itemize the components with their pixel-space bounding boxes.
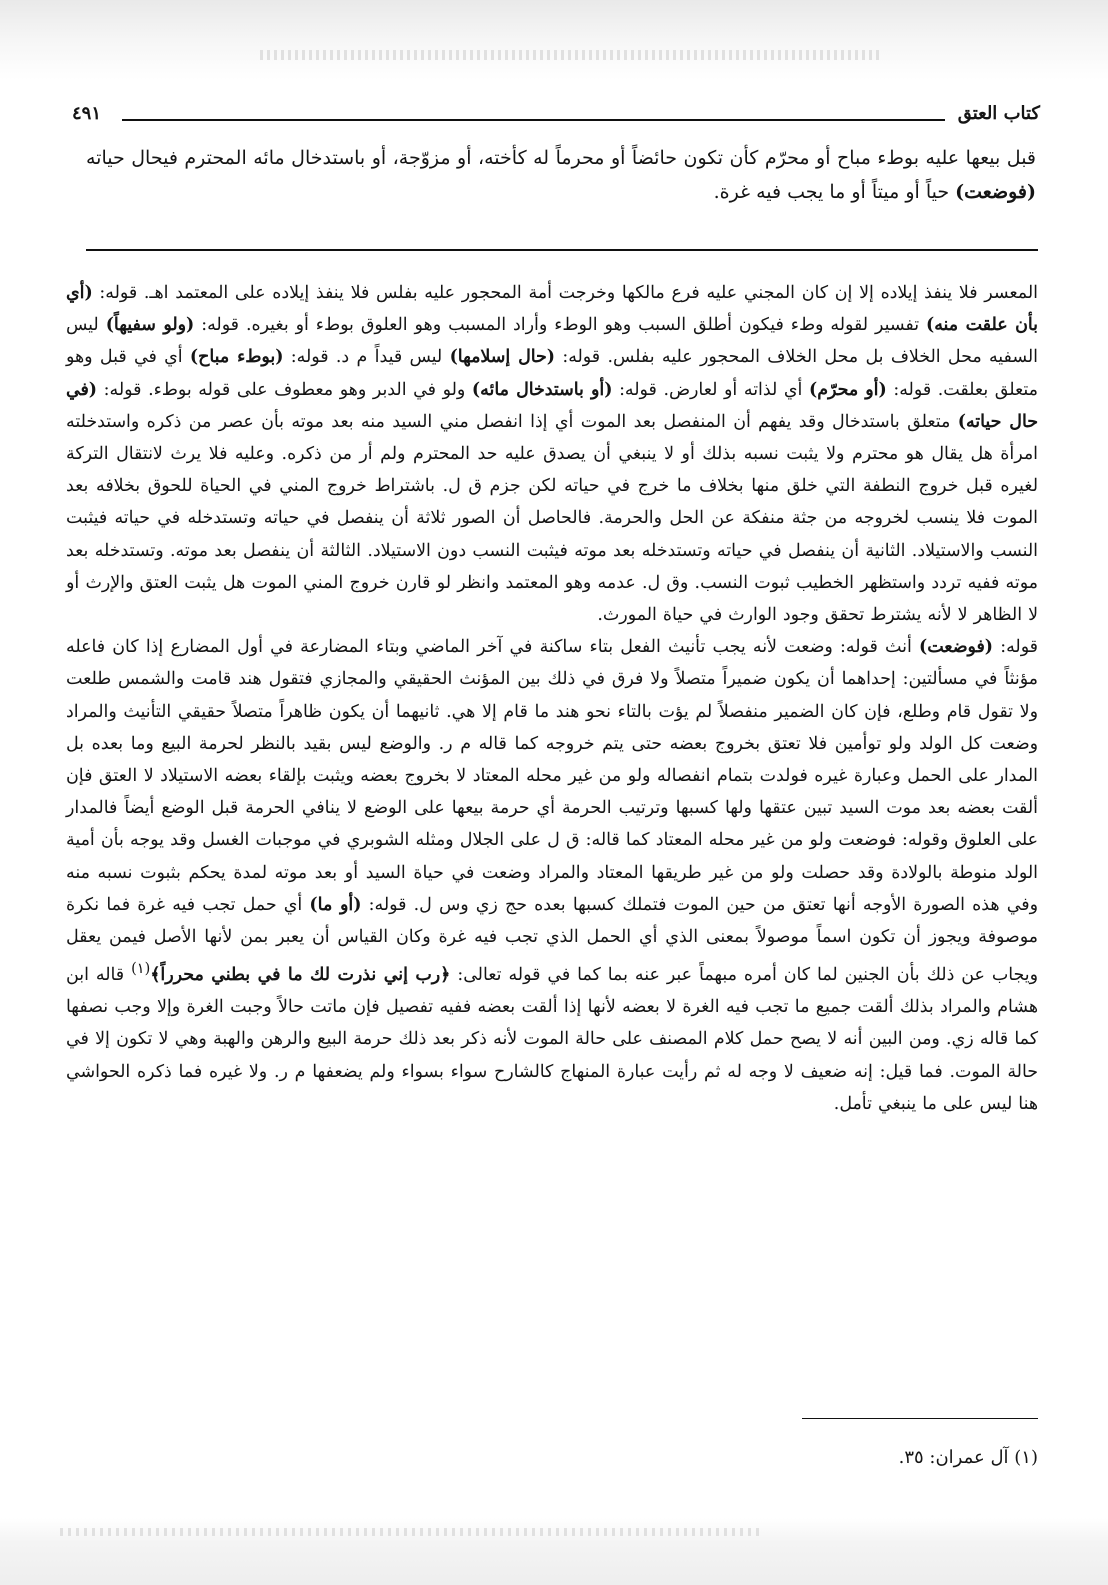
footnote: (١) آل عمران: ٣٥. — [898, 1447, 1038, 1468]
page-header — [72, 103, 1040, 131]
commentary-keyword: (ولو سفيهاً) — [105, 315, 195, 336]
commentary — [66, 277, 1038, 1120]
commentary-text: المعسر فلا ينفذ إيلاده إلا إن كان المجني عليه فرع مالكها وخرجت أمة المحجور عليه بفلس فلا ينفذ إيلاده على المعتمد اهـ. قوله: — [92, 283, 1038, 303]
header-rule — [122, 119, 945, 121]
main-keyword: (فوضعت) — [955, 181, 1036, 203]
commentary-paragraph-2 — [66, 631, 1038, 1120]
commentary-keyword: (أو باستدخال مائه) — [471, 379, 613, 400]
commentary-keyword: (فوضعت) — [919, 637, 993, 658]
commentary-keyword: (في حال حياته) — [66, 379, 1038, 432]
commentary-text: ليس قيداً م د. قوله: — [283, 347, 450, 368]
commentary-keyword: (أو ما) — [309, 894, 362, 915]
main-line-2: حال حياته — [86, 147, 164, 169]
commentary-text: متعلق باستدخال وقد يفهم أن المنفصل بعد الموت أي إذا انفصل مني السيد منه بعد موته بأن عصر من ذكره واستدخلته امرأة هل يقال هو محترم ولا يثبت نسبه بذلك أو لا ينبغي أن يصدق عليه حد المحترم ولم أر من ذكره. وعليه فلا يرث لانتقال التركة لغيره قبل خروج النطفة التي خلق منها بخلاف ما خرج في حياته لكن جزم ق ل. باشتراط خروج المني في الحياة للحوق بخلافه بعد الموت فلا ينسب لخروجه من جثة منفكة عن الحل والحرمة. فالحاصل أن الصور ثلاثة أن ينفصل في حياته وتستدخله في حياته فيثبت النسب والاستيلاد. الثانية أن ينفصل في حياته وتستدخله بعد موته فيثبت النسب دون الاستيلاد. الثالثة أن ينفصل بعد موته. وتستدخله بعد موته ففيه تردد واستظهر الخطيب ثبوت النسب. وق ل. عدمه وهو المعتمد وانظر لو قارن خروج المني الموت هل يثبت العتق والإرث أو لا الظاهر لا لأنه يشترط تحقق وجود الوارث في حياة المورث. — [66, 411, 1038, 626]
commentary-text: تفسير لقوله وطء فيكون أطلق السبب وهو الوطء وأراد المسبب وهو العلوق بوطء أو بغيره. قوله: — [194, 315, 926, 336]
commentary-text: ولو في الدبر وهو معطوف على قوله بوطء. قوله: — [97, 379, 472, 400]
commentary-text: أنث قوله: وضعت لأنه يجب تأنيث الفعل بتاء ساكنة في آخر الماضي وبتاء المضارعة في أول المضارع إذا كان فاعله مؤنثاً في مسألتين: إحداهما أن يكون ضميراً متصلاً ولا فرق في ذلك بين المؤنث الحقيقي والمجازي فتقول هند قامت والشمس طلعت ولا تقول قام وطلع، فإن كان الضمير منفصلاً لم يؤت بالتاء نحو هند ما قام إلا هي. ثانيهما أن يكون ظاهراً متصلاً حقيقي التأنيث والمراد وضعت كل الولد ولو توأمين فلا تعتق بخروج بعضه حتى يتم خروجه كما قاله م ر. والوضع ليس بقيد بالنظر لحرمة البيع وما بعده بل المدار على الحمل وعبارة غيره فولدت بتمام انفصاله ولو من غير محله المعتاد لا بخروج بعضه ويثبت بإلقاء بعضه الاستيلاد لا العتق فإن ألقت بعضه بعد موت السيد تبين عتقها ولها كسبها وترتيب الحرمة أي حرمة بيعها على الوضع لا ينافي الحرمة قبل الوضع أيضاً فالمدار على العلوق وقوله: فوضعت ولو من غير محله المعتاد كما قاله: ق ل على الجلال ومثله الشوبري في موجبات الغسل وقد يوجه بأن أمية الولد منوطة بالولادة وقد حصلت ولو من غير طريقها المعتاد والمراد وضعت في حياة السيد أو بعد موته لمدة يحكم بثبوت نسبه منه وفي هذه الصورة الأوجه أنها تعتق من حين الموت فتملك كسبها بعده حج زي وس ل. قوله: — [66, 637, 1038, 915]
commentary-text: ليس السفيه محل الخلاف بل محل الخلاف المحجور عليه بفلس. قوله: — [66, 315, 1038, 368]
book-title: كتاب العتق — [957, 103, 1040, 124]
main-line-1: قبل بيعها عليه بوطء مباح أو محرّم كأن تكون حائضاً أو محرماً له كأخته، أو مزوّجة، أو باستدخال مائه المحترم في — [163, 147, 1037, 169]
scan-shadow-bottom — [0, 1518, 1108, 1585]
scan-shadow-top — [0, 0, 1108, 80]
commentary-keyword: (حال إسلامها) — [449, 347, 555, 368]
commentary-paragraph-1 — [66, 277, 1038, 631]
commentary-text: أي حمل تجب فيه غرة فما نكرة موصوفة ويجوز أن تكون اسماً موصولاً بمعنى الذي أي الحمل الذي تجب فيه غرة وكان القياس أن يعبر بمن لأنها الأصل فيمن يعقل ويجاب عن ذلك بأن الجنين لما كان أمره مبهماً عبر عنه بما كما في قوله تعالى: — [66, 894, 1039, 986]
text-separator — [86, 249, 1038, 251]
page-number: ٤٩١ — [72, 103, 102, 124]
quran-quote: ﴿رب إني نذرت لك ما في بطني محرراً﴾ — [150, 965, 451, 986]
commentary-keyword: (أو محرّم) — [809, 379, 887, 400]
commentary-text: قوله: — [993, 637, 1038, 658]
footnote-rule — [802, 1418, 1038, 1419]
main-text — [86, 141, 1036, 209]
commentary-keyword: (بوطء مباح) — [189, 347, 284, 368]
commentary-text: قاله ابن هشام والمراد بذلك ألقت جميع ما تجب فيه الغرة لا بعضه لأنها إذا ألقت بعضه ففيه تفصيل فإن ماتت حالاً وجبت الغرة وإلا وجب نصفها كما قاله زي. ومن البين أنه لا يصح حمل كلام المصنف على حالة الموت لأنه ذكر بعد ذلك حرمة البيع والرهن والهبة وهي لا تكون إلا في حالة الموت. فما قيل: إنه ضعيف لا وجه له ثم رأيت عبارة المنهاج كالشارح سواء بسواء ولم يضعفها م ر. ولا غيره فما ذكره الحواشي هنا ليس على ما ينبغي تأمل. — [66, 965, 1038, 1114]
commentary-keyword: (أي بأن علقت منه) — [66, 283, 1039, 336]
commentary-text: أي في قبل وهو متعلق بعلقت. قوله: — [66, 347, 1038, 400]
main-line-2-end: حياً أو ميتاً أو ما يجب فيه غرة. — [713, 181, 956, 203]
footnote-marker: (١) — [131, 961, 151, 978]
commentary-text: أي لذاته أو لعارض. قوله: — [612, 379, 809, 400]
